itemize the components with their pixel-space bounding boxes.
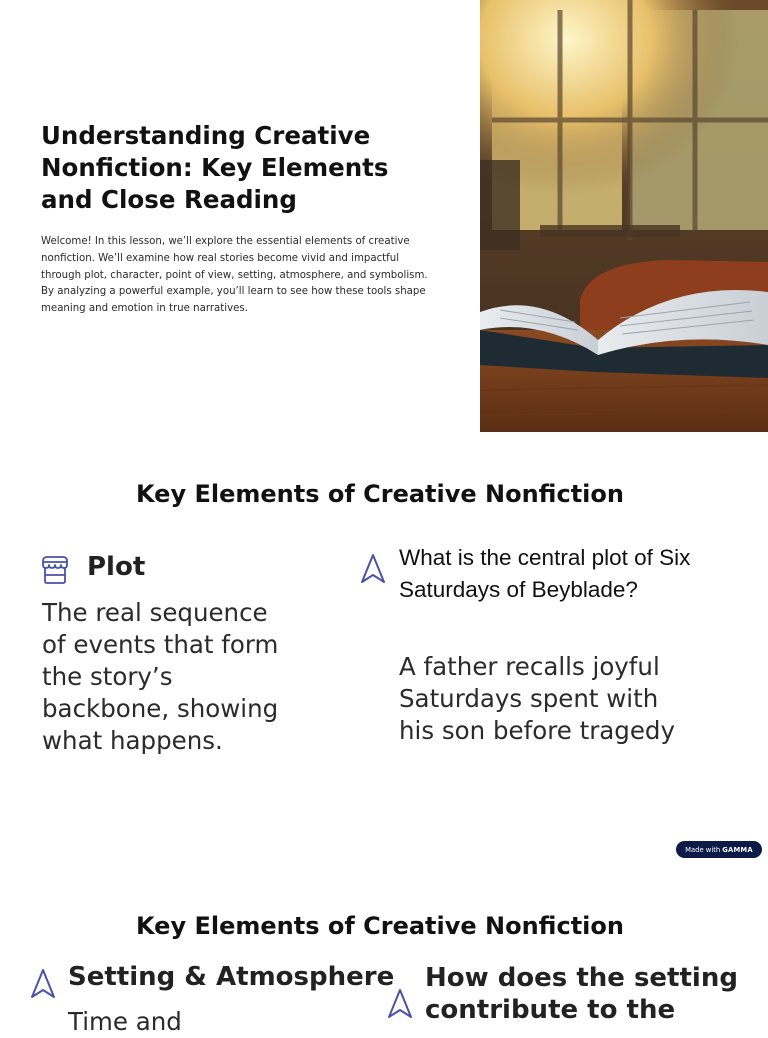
navigation-arrow-icon xyxy=(30,968,56,1000)
page-title: Understanding Creative Nonfiction: Key Elements and Close Reading xyxy=(41,121,389,214)
badge-brand: GAMMA xyxy=(722,845,753,854)
section-title-2: Key Elements of Creative Nonfiction xyxy=(136,912,624,940)
setting-heading: Setting & Atmosphere xyxy=(68,962,395,992)
setting-description: Time and xyxy=(68,1007,182,1036)
plot-heading: Plot xyxy=(87,552,146,582)
navigation-arrow-icon xyxy=(387,988,413,1020)
intro-paragraph: Welcome! In this lesson, we’ll explore the essential elements of creative nonfiction. We’ll examine how real stories become vivid and impactful through plot, character, point of view, setting, atmosphere, and symbolism. By analyzing a powerful example, you’ll learn to see how these tools shape meaning and emotion in true narratives. xyxy=(41,236,428,315)
hero-image xyxy=(480,0,768,432)
plot-answer: A father recalls joyful Saturdays spent with his son before tragedy xyxy=(399,652,675,745)
plot-description: The real sequence of events that form the story’s backbone, showing what happens. xyxy=(42,598,279,755)
navigation-arrow-icon xyxy=(360,553,386,585)
open-book-photo xyxy=(480,0,768,432)
badge-prefix: Made with xyxy=(685,845,721,854)
setting-question: How does the setting contribute to the xyxy=(425,963,738,1025)
storefront-icon xyxy=(40,555,70,585)
section-title: Key Elements of Creative Nonfiction xyxy=(136,480,624,508)
made-with-gamma-badge[interactable] xyxy=(676,841,762,858)
plot-question: What is the central plot of Six Saturdays of Beyblade? xyxy=(399,545,691,602)
